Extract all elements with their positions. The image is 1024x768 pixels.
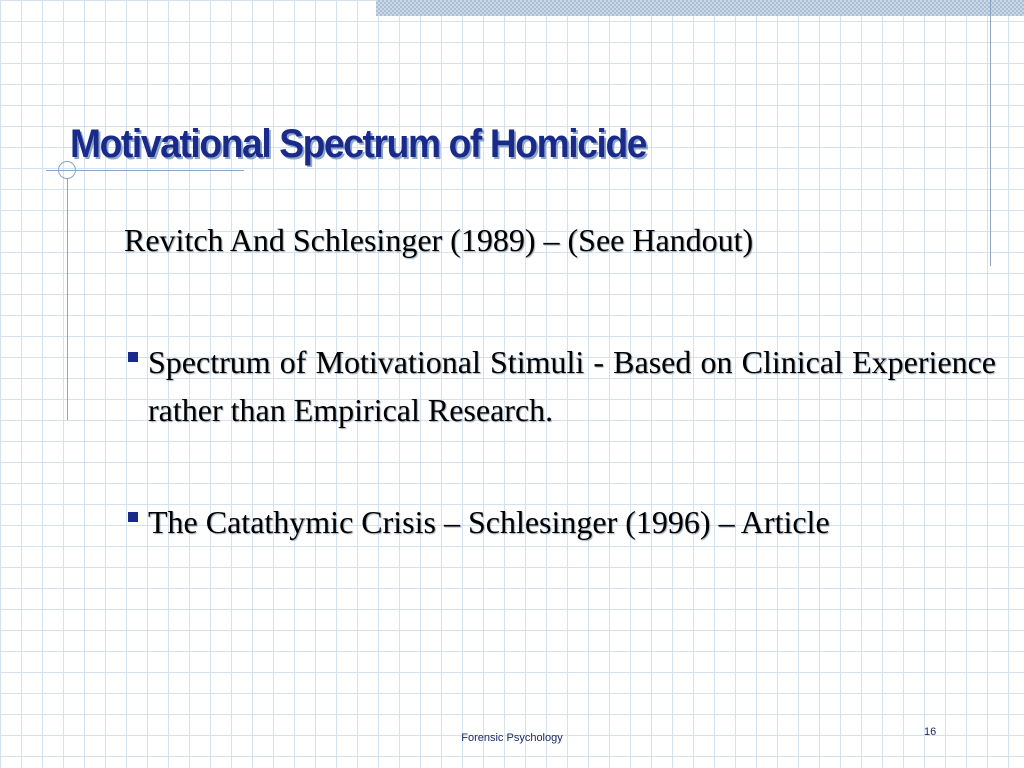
slide-subtitle: Revitch And Schlesinger (1989) – (See Handout) [124, 222, 754, 258]
bullet-item [128, 338, 996, 434]
bullet-list [128, 338, 996, 546]
footer-text: Forensic Psychology [461, 732, 563, 744]
decorative-top-band [376, 0, 1024, 16]
decorative-vertical-line-right [990, 0, 991, 266]
square-bullet-icon [128, 512, 138, 522]
bullet-text: Spectrum of Motivational Stimuli - Based on Clinical Experience rather than Empirical Research. [148, 344, 996, 428]
page-number: 16 [924, 726, 937, 738]
bullet-text: The Catathymic Crisis – Schlesinger (1996) – Article [148, 504, 830, 540]
square-bullet-icon [128, 352, 138, 362]
slide-title: Motivational Spectrum of Homicide [70, 122, 647, 166]
decorative-vertical-line-left [67, 178, 68, 420]
bullet-item [128, 498, 996, 546]
